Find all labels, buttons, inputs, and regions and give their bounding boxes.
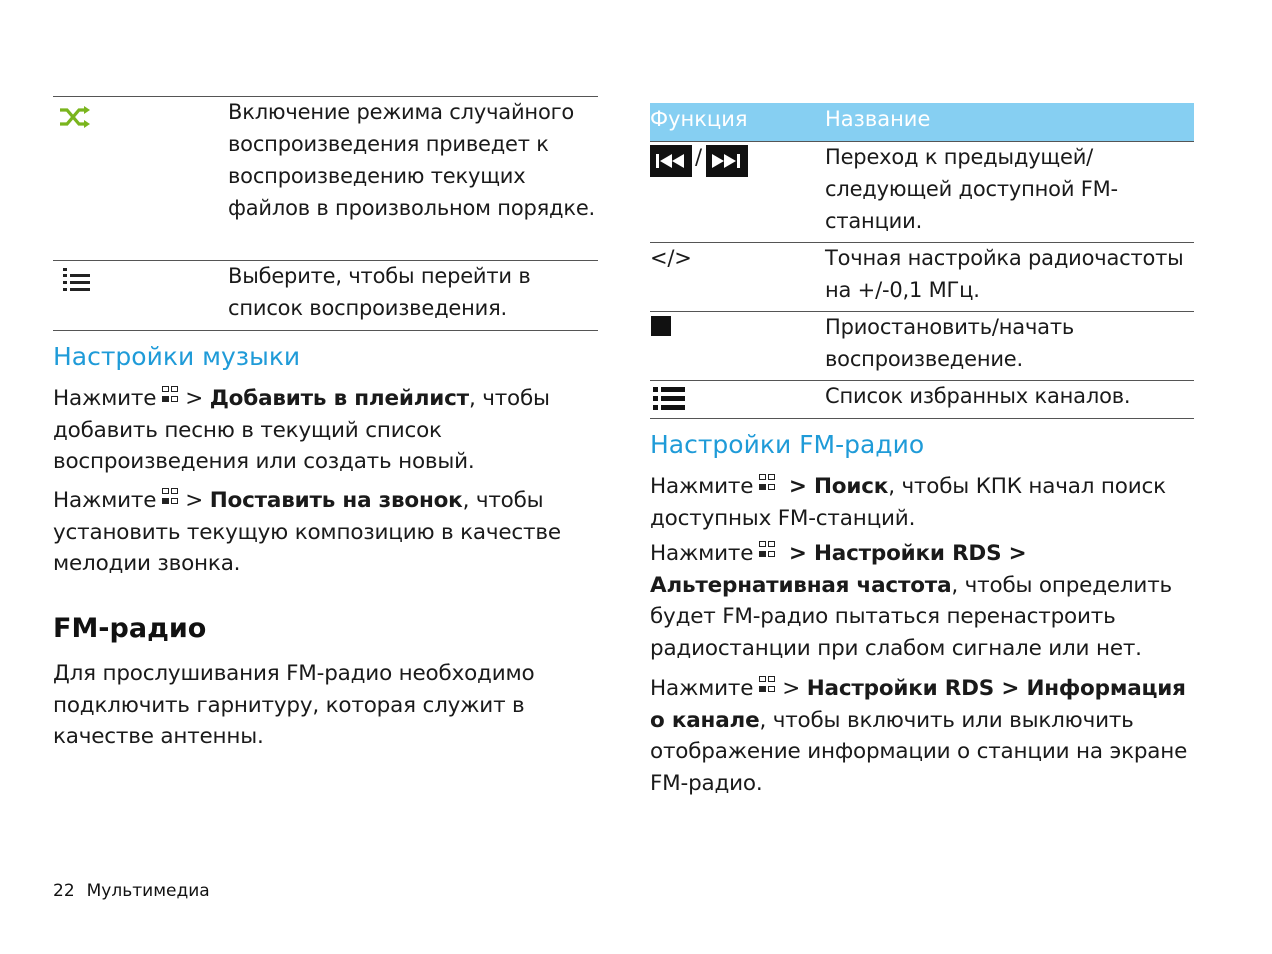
table-desc: Приостановить/начать воспроизведение. [825,315,1075,371]
text: Нажмите [53,386,157,411]
page-footer [53,881,222,901]
section-heading: Настройки FM-радио [650,430,925,459]
text: > [185,488,204,513]
menu-path: > Поиск [788,474,889,499]
table-rule [650,418,1194,419]
menu-icon [759,676,776,693]
table-row [53,96,598,260]
menu-icon [162,386,179,403]
column-header: Название [825,107,931,131]
menu-path: Поставить на звонок [209,488,463,513]
fine-tune-symbol: </> [650,246,692,270]
shuffle-icon [59,106,91,132]
menu-path: Добавить в плейлист [209,386,469,411]
table-row [650,311,1194,380]
paragraph: Для прослушивания FM-радио необходимо подключить гарнитуру, которая служит в качестве антенны. [53,661,535,749]
table-rule [53,330,598,331]
text: , чтобы определить будет FM-радио пытаться перенастроить радиостанции при слабом сигнале или нет. [650,572,1172,661]
menu-path: Настройки RDS > Информация о канале [650,676,1186,733]
table-row [650,141,1194,242]
playlist-icon [63,266,91,296]
text: , чтобы КПК начал поиск доступных FM-станций. [650,474,1166,531]
text: Нажмите [650,474,754,499]
section-name: Мультимедиа [86,881,210,901]
column-header: Функция [650,107,748,131]
text: Нажмите [53,488,157,513]
table-header [650,103,1194,141]
text: , чтобы включить или выключить отображение информации о станции на экране FM-радио. [650,707,1188,796]
page-number: 22 [53,881,75,901]
table-desc: Переход к предыдущей/ следующей доступной FM-станции. [825,145,1118,233]
paragraph [53,383,598,478]
text: > [185,386,204,411]
table-row [650,380,1194,418]
text: , чтобы установить текущую композицию в качестве мелодии звонка. [53,488,561,576]
stop-icon [651,316,671,340]
table-desc: Список избранных каналов. [825,384,1131,408]
table-row [53,260,598,330]
paragraph [650,471,1194,534]
text: Нажмите [650,541,754,566]
table-row [650,242,1194,311]
table-desc: Включение режима случайного воспроизведения приведет к воспроизведению текущих файлов в произвольном порядке. [228,100,596,220]
section-heading: Настройки музыки [53,342,301,371]
text: , чтобы добавить песню в текущий список воспроизведения или создать новый. [53,386,550,474]
menu-icon [759,474,776,491]
text: Нажмите [650,676,754,701]
paragraph [650,673,1194,799]
menu-path: > Настройки RDS > Альтернативная частота [650,541,1027,598]
menu-icon [162,488,179,505]
favorites-list-icon [653,387,685,415]
text: > [782,676,801,701]
paragraph [53,485,598,580]
menu-icon [759,541,776,558]
section-title: FM-радио [53,613,207,644]
table-desc: Точная настройка радиочастоты на +/-0,1 МГц. [825,246,1184,302]
separator-text: / [695,145,702,169]
table-desc: Выберите, чтобы перейти в список воспроизведения. [228,264,531,320]
paragraph [650,538,1194,664]
